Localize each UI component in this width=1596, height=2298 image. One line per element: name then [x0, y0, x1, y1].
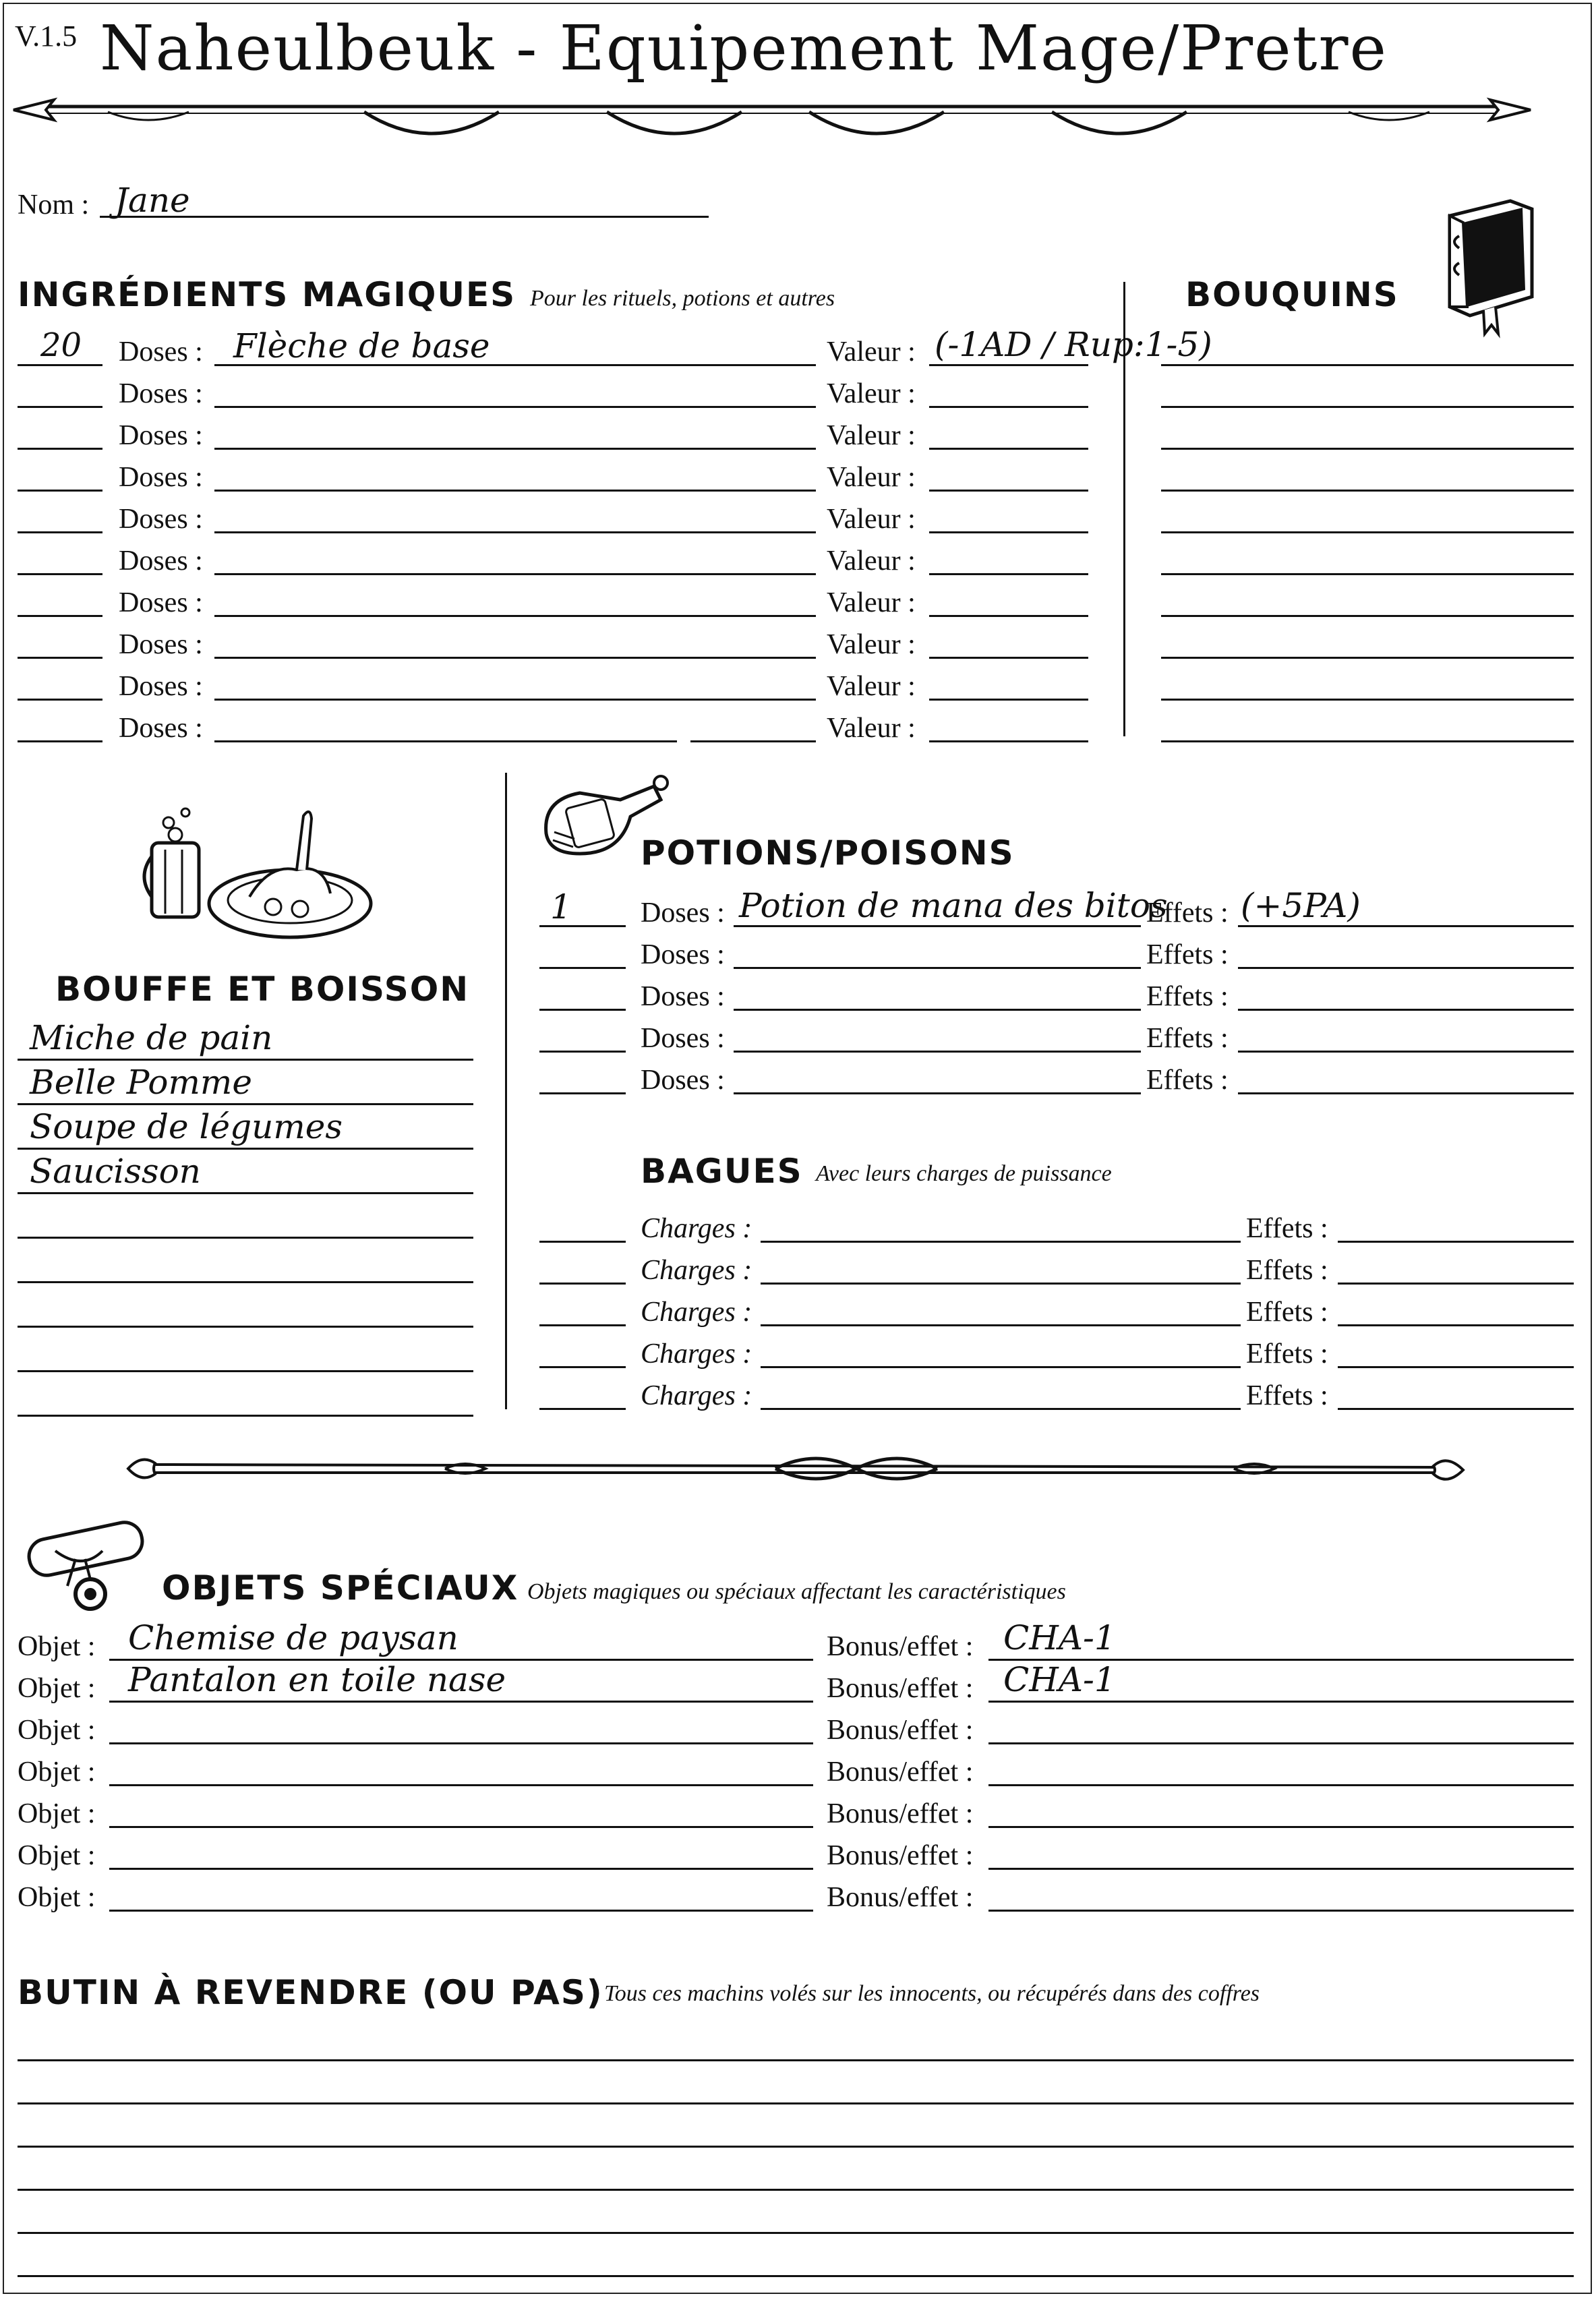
- objet-bonus-line[interactable]: [988, 1826, 1574, 1828]
- bouquin-line[interactable]: [1161, 448, 1574, 450]
- bouquins-title: BOUQUINS: [1185, 275, 1399, 314]
- potion-effect-line[interactable]: [1238, 967, 1574, 969]
- ingredient-valeur-label: Valeur :: [827, 504, 916, 535]
- bague-qty-line[interactable]: [539, 1366, 626, 1368]
- butin-line[interactable]: [18, 2102, 1574, 2104]
- bague-effect-line[interactable]: [1338, 1241, 1574, 1243]
- objet-bonus[interactable]: CHA-1: [1003, 1618, 1116, 1657]
- potion-name-line[interactable]: [734, 1092, 1141, 1094]
- ingredient-qty-line[interactable]: [18, 699, 102, 701]
- food-divider: [505, 773, 507, 1409]
- ingredient-value-line[interactable]: [929, 573, 1088, 575]
- bague-effets-label: Effets :: [1246, 1255, 1328, 1286]
- objet-label: Objet :: [18, 1631, 96, 1662]
- potions-title: POTIONS/POISONS: [641, 833, 1015, 873]
- ingredient-qty-line[interactable]: [18, 740, 102, 742]
- ingredients-subtitle: Pour les rituels, potions et autres: [530, 286, 835, 311]
- bague-effets-label: Effets :: [1246, 1297, 1328, 1328]
- objet-label: Objet :: [18, 1840, 96, 1871]
- bouquin-line[interactable]: [1161, 699, 1574, 701]
- potion-doses-label: Doses :: [641, 1065, 725, 1096]
- ingredient-name-line[interactable]: [214, 657, 816, 659]
- ingredient-qty-line[interactable]: [18, 448, 102, 450]
- objets-title: OBJETS SPÉCIAUX: [162, 1568, 519, 1608]
- ingredient-doses-label: Doses :: [119, 671, 203, 702]
- bague-effect-line[interactable]: [1338, 1408, 1574, 1410]
- potion-effect-line[interactable]: [1238, 1092, 1574, 1094]
- food-entry[interactable]: Belle Pomme: [30, 1063, 252, 1102]
- bague-charges-label: Charges :: [641, 1213, 752, 1244]
- potion-qty-line[interactable]: [539, 967, 626, 969]
- food-line[interactable]: [18, 1370, 473, 1372]
- objet-bonus-line[interactable]: [988, 1742, 1574, 1744]
- food-line[interactable]: [18, 1103, 473, 1105]
- objet-name-line[interactable]: [109, 1742, 813, 1744]
- bague-charges-line[interactable]: [761, 1324, 1241, 1326]
- food-entry[interactable]: Soupe de légumes: [30, 1107, 343, 1146]
- ingredient-doses-label: Doses :: [119, 462, 203, 493]
- ingredient-valeur-label: Valeur :: [827, 420, 916, 451]
- staff-ornament-icon: [128, 1450, 1463, 1490]
- potion-doses-label: Doses :: [641, 897, 725, 929]
- scroll-ring-icon: [15, 1510, 163, 1618]
- butin-line[interactable]: [18, 2189, 1574, 2191]
- objet-bonus-line[interactable]: [988, 1701, 1574, 1703]
- potion-name[interactable]: Potion de mana des bitos: [739, 886, 1168, 925]
- bouquin-line[interactable]: [1161, 406, 1574, 408]
- ingredient-valeur-label: Valeur :: [827, 546, 916, 577]
- ingredient-name-line[interactable]: [214, 573, 816, 575]
- objet-bonus-line[interactable]: [988, 1784, 1574, 1786]
- page-title: Naheulbeuk - Equipement Mage/Pretre: [100, 12, 1388, 84]
- potion-qty-line[interactable]: [539, 1051, 626, 1053]
- butin-line[interactable]: [18, 2275, 1574, 2277]
- ingredient-qty-line[interactable]: [18, 615, 102, 617]
- ingredient-valeur-label: Valeur :: [827, 336, 916, 367]
- bague-charges-label: Charges :: [641, 1338, 752, 1369]
- potion-effect-line[interactable]: [1238, 925, 1574, 927]
- ingredient-value-line[interactable]: [929, 448, 1088, 450]
- bague-charges-label: Charges :: [641, 1297, 752, 1328]
- potion-effets-label: Effets :: [1146, 897, 1229, 929]
- bague-charges-label: Charges :: [641, 1255, 752, 1286]
- bagues-subtitle: Avec leurs charges de puissance: [816, 1161, 1112, 1186]
- version-label: V.1.5: [15, 20, 78, 53]
- objet-name-line[interactable]: [109, 1826, 813, 1828]
- bague-qty-line[interactable]: [539, 1408, 626, 1410]
- food-line[interactable]: [18, 1415, 473, 1417]
- bouquin-line[interactable]: [1161, 573, 1574, 575]
- ingredient-doses-label: Doses :: [119, 546, 203, 577]
- objet-bonus-label: Bonus/effet :: [827, 1631, 974, 1662]
- ingredient-value-line[interactable]: [929, 615, 1088, 617]
- ingredient-qty-line[interactable]: [18, 657, 102, 659]
- objet-bonus-label: Bonus/effet :: [827, 1882, 974, 1913]
- butin-subtitle: Tous ces machins volés sur les innocents, ou récupérés dans des coffres: [604, 1981, 1260, 2006]
- ingredient-qty-line[interactable]: [18, 364, 102, 366]
- food-line[interactable]: [18, 1237, 473, 1239]
- ingredient-name-line[interactable]: [214, 531, 816, 533]
- bague-qty-line[interactable]: [539, 1283, 626, 1285]
- butin-title: BUTIN À REVENDRE (OU PAS): [18, 1973, 603, 2012]
- potion-name-line[interactable]: [734, 925, 1141, 927]
- objet-bonus-label: Bonus/effet :: [827, 1798, 974, 1829]
- spear-ornament-icon: [13, 88, 1531, 148]
- ingredient-name-line[interactable]: [214, 740, 677, 742]
- ingredient-qty-line[interactable]: [18, 531, 102, 533]
- ingredient-value-line[interactable]: [929, 699, 1088, 701]
- objet-name-line[interactable]: [109, 1910, 813, 1912]
- food-title: BOUFFE ET BOISSON: [55, 970, 470, 1009]
- objet-label: Objet :: [18, 1757, 96, 1788]
- butin-line[interactable]: [18, 2146, 1574, 2148]
- butin-line[interactable]: [18, 2059, 1574, 2061]
- bague-charges-label: Charges :: [641, 1380, 752, 1411]
- food-line[interactable]: [18, 1281, 473, 1283]
- ingredient-qty[interactable]: 20: [40, 326, 82, 364]
- potion-effets-label: Effets :: [1146, 939, 1229, 970]
- ingredient-valeur-label: Valeur :: [827, 671, 916, 702]
- potion-effect-line[interactable]: [1238, 1051, 1574, 1053]
- objet-label: Objet :: [18, 1882, 96, 1913]
- ingredient-value-line[interactable]: [929, 364, 1088, 366]
- bouquin-line[interactable]: [1161, 740, 1574, 742]
- objet-label: Objet :: [18, 1798, 96, 1829]
- bague-effect-line[interactable]: [1338, 1366, 1574, 1368]
- butin-line[interactable]: [18, 2232, 1574, 2234]
- food-line[interactable]: [18, 1148, 473, 1150]
- objet-bonus[interactable]: CHA-1: [1003, 1660, 1116, 1699]
- objet-bonus-line[interactable]: [988, 1868, 1574, 1870]
- ingredient-doses-label: Doses :: [119, 336, 203, 367]
- bouquin-line[interactable]: [1161, 364, 1574, 366]
- ingredient-valeur-label: Valeur :: [827, 378, 916, 409]
- potion-effets-label: Effets :: [1146, 981, 1229, 1012]
- ingredient-value-line[interactable]: [929, 490, 1088, 492]
- potion-name-line[interactable]: [734, 1009, 1141, 1011]
- food-line[interactable]: [18, 1059, 473, 1061]
- objet-name-line[interactable]: [109, 1868, 813, 1870]
- name-value[interactable]: Jane: [115, 181, 190, 220]
- potion-effect-line[interactable]: [1238, 1009, 1574, 1011]
- name-field-line[interactable]: [100, 216, 709, 218]
- food-line[interactable]: [18, 1192, 473, 1194]
- potion-qty-line[interactable]: [539, 1009, 626, 1011]
- objet-bonus-label: Bonus/effet :: [827, 1715, 974, 1746]
- potion-effets-label: Effets :: [1146, 1023, 1229, 1054]
- potion-name-line[interactable]: [734, 967, 1141, 969]
- ingredient-doses-label: Doses :: [119, 504, 203, 535]
- bouquin-line[interactable]: [1161, 531, 1574, 533]
- potion-doses-label: Doses :: [641, 981, 725, 1012]
- objet-name[interactable]: Chemise de paysan: [128, 1618, 459, 1657]
- potion-qty-line[interactable]: [539, 1092, 626, 1094]
- bague-effets-label: Effets :: [1246, 1380, 1328, 1411]
- bague-qty-line[interactable]: [539, 1324, 626, 1326]
- potion-qty[interactable]: 1: [550, 887, 572, 926]
- objet-bonus-line[interactable]: [988, 1910, 1574, 1912]
- food-entry[interactable]: Saucisson: [30, 1152, 201, 1191]
- ingredient-value-line[interactable]: [929, 657, 1088, 659]
- bouquin-line[interactable]: [1161, 615, 1574, 617]
- bague-qty-line[interactable]: [539, 1241, 626, 1243]
- bague-charges-line[interactable]: [761, 1241, 1241, 1243]
- ingredient-name-line[interactable]: [214, 490, 816, 492]
- bouquin-line[interactable]: [1161, 657, 1574, 659]
- bague-charges-line[interactable]: [761, 1283, 1241, 1285]
- bague-charges-line[interactable]: [761, 1408, 1241, 1410]
- book-icon: [1436, 196, 1537, 337]
- ingredient-doses-label: Doses :: [119, 378, 203, 409]
- bouquin-line[interactable]: [1161, 490, 1574, 492]
- potion-doses-label: Doses :: [641, 1023, 725, 1054]
- objets-subtitle: Objets magiques ou spéciaux affectant les caractéristiques: [527, 1579, 1066, 1604]
- objet-name-line[interactable]: [109, 1701, 813, 1703]
- ingredient-doses-label: Doses :: [119, 629, 203, 660]
- ingredient-valeur-label: Valeur :: [827, 587, 916, 618]
- ingredients-title: INGRÉDIENTS MAGIQUES: [18, 275, 516, 314]
- ingredient-qty-line[interactable]: [18, 490, 102, 492]
- ingredient-value[interactable]: (-1AD / Rup:1-5): [935, 325, 1212, 364]
- potion-effect[interactable]: (+5PA): [1241, 886, 1361, 925]
- bague-effect-line[interactable]: [1338, 1324, 1574, 1326]
- objet-label: Objet :: [18, 1673, 96, 1704]
- ingredient-name-line[interactable]: [214, 406, 816, 408]
- ingredient-qty-line[interactable]: [18, 406, 102, 408]
- food-line[interactable]: [18, 1326, 473, 1328]
- potion-name-line[interactable]: [734, 1051, 1141, 1053]
- ingredient-value-line[interactable]: [929, 531, 1088, 533]
- objet-bonus-label: Bonus/effet :: [827, 1757, 974, 1788]
- ingredient-doses-label: Doses :: [119, 420, 203, 451]
- potion-doses-label: Doses :: [641, 939, 725, 970]
- objet-label: Objet :: [18, 1715, 96, 1746]
- name-label: Nom :: [18, 189, 90, 220]
- ingredient-name-line[interactable]: [690, 740, 816, 742]
- objet-name[interactable]: Pantalon en toile nase: [128, 1660, 506, 1699]
- objet-bonus-label: Bonus/effet :: [827, 1840, 974, 1871]
- ingredient-name-line[interactable]: [214, 615, 816, 617]
- objet-name-line[interactable]: [109, 1784, 813, 1786]
- objet-bonus-label: Bonus/effet :: [827, 1673, 974, 1704]
- ingredient-doses-label: Doses :: [119, 587, 203, 618]
- bague-effets-label: Effets :: [1246, 1338, 1328, 1369]
- bague-effets-label: Effets :: [1246, 1213, 1328, 1244]
- bagues-title: BAGUES: [641, 1152, 803, 1191]
- ingredient-doses-label: Doses :: [119, 713, 203, 744]
- ingredient-valeur-label: Valeur :: [827, 462, 916, 493]
- bague-effect-line[interactable]: [1338, 1283, 1574, 1285]
- potion-effets-label: Effets :: [1146, 1065, 1229, 1096]
- ingredient-qty-line[interactable]: [18, 573, 102, 575]
- ingredient-valeur-label: Valeur :: [827, 713, 916, 744]
- ingredient-name[interactable]: Flèche de base: [233, 326, 490, 365]
- ingredient-name-line[interactable]: [214, 448, 816, 450]
- food-entry[interactable]: Miche de pain: [30, 1018, 273, 1057]
- ingredient-value-line[interactable]: [929, 406, 1088, 408]
- ingredient-valeur-label: Valeur :: [827, 629, 916, 660]
- ingredient-value-line[interactable]: [929, 740, 1088, 742]
- bague-charges-line[interactable]: [761, 1366, 1241, 1368]
- food-plate-icon: [138, 796, 374, 944]
- ingredient-name-line[interactable]: [214, 699, 816, 701]
